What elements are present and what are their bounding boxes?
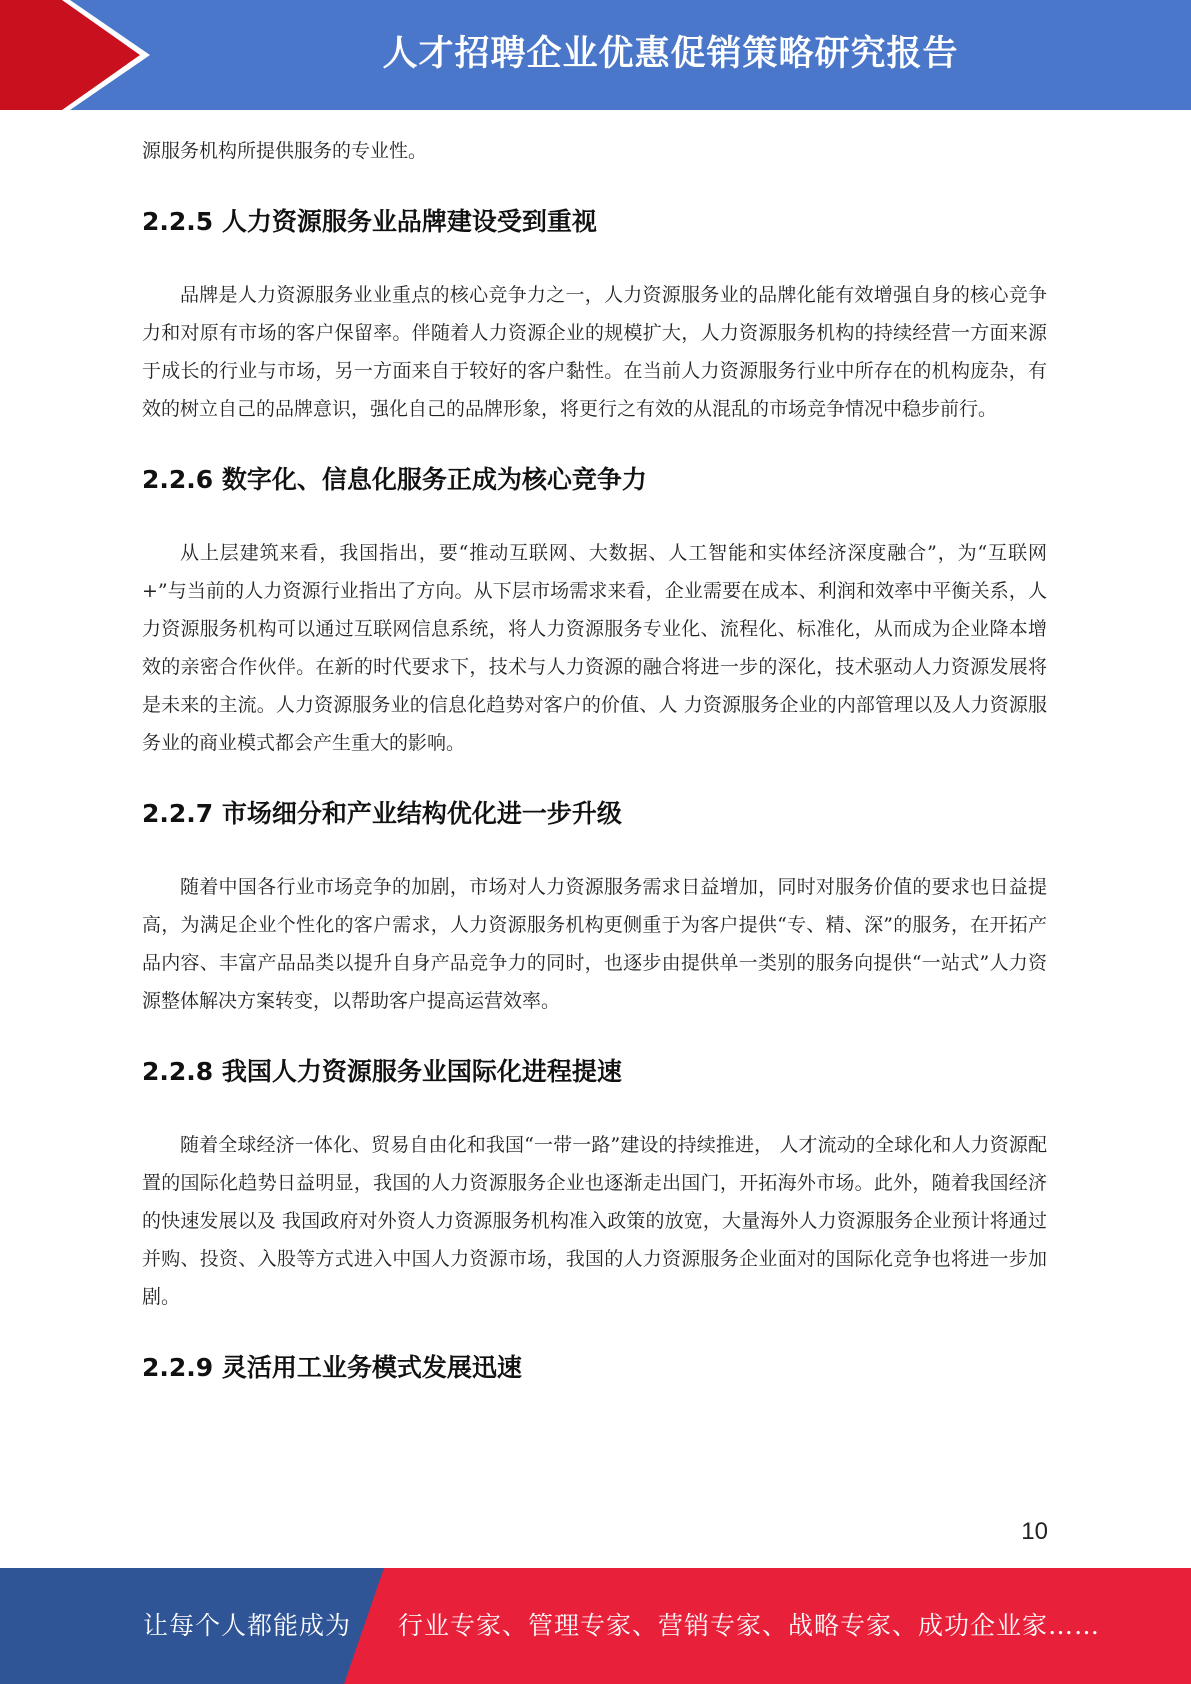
section-heading-2-2-6: 2.2.6 数字化、信息化服务正成为核心竞争力: [142, 465, 647, 494]
footer-slogan-left: 让每个人都能成为: [143, 1611, 352, 1640]
section-heading-2-2-8: 2.2.8 我国人力资源服务业国际化进程提速: [142, 1057, 622, 1086]
paragraph-2-2-8: 随着全球经济一体化、贸易自由化和我国“一带一路”建设的持续推进， 人才流动的全球化和人力资源配置的国际化趋势日益明显，我国的人力资源服务企业也逐渐走出国门，开拓海外市场。此外，随着我国经济的快速发展以及 我国政府对外资人力资源服务机构准入政策的放宽，大量海外人力资源服务企业预计将通过并购、投资、入股等方式进入中国人力资源市场，我国的人力资源服务企业面对的国际化竞争也将进一步加剧。: [142, 1134, 1047, 1308]
section-heading-2-2-5: 2.2.5 人力资源服务业品牌建设受到重视: [142, 207, 597, 236]
section-heading-2-2-9: 2.2.9 灵活用工业务模式发展迅速: [142, 1353, 522, 1382]
document-body: [142, 132, 1047, 1388]
footer-band: [0, 1568, 1191, 1684]
page-number: 10: [1021, 1518, 1048, 1545]
paragraph-intro-tail: 源服务机构所提供服务的专业性。: [142, 140, 428, 162]
report-title: 人才招聘企业优惠促销策略研究报告: [382, 34, 959, 74]
footer-slogan-right: 行业专家、管理专家、营销专家、战略专家、成功企业家……: [398, 1611, 1101, 1640]
header-arrow-graphic: [0, 0, 160, 110]
section-heading-2-2-7: 2.2.7 市场细分和产业结构优化进一步升级: [142, 799, 622, 828]
paragraph-2-2-5: 品牌是人力资源服务业业重点的核心竞争力之一，人力资源服务业的品牌化能有效增强自身的核心竞争力和对原有市场的客户保留率。伴随着人力资源企业的规模扩大，人力资源服务机构的持续经营一方面来源于成长的行业与市场，另一方面来自于较好的客户黏性。在当前人力资源服务行业中所存在的机构庞杂，有效的树立自己的品牌意识，强化自己的品牌形象，将更行之有效的从混乱的市场竞争情况中稳步前行。: [142, 284, 1047, 420]
paragraph-2-2-7: 随着中国各行业市场竞争的加剧，市场对人力资源服务需求日益增加，同时对服务价值的要求也日益提高，为满足企业个性化的客户需求，人力资源服务机构更侧重于为客户提供“专、精、深”的服务，在开拓产品内容、丰富产品品类以提升自身产品竞争力的同时，也逐步由提供单一类别的服务向提供“一站式”人力资源整体解决方案转变，以帮助客户提高运营效率。: [142, 876, 1047, 1012]
paragraph-2-2-6: 从上层建筑来看，我国指出，要“推动互联网、大数据、人工智能和实体经济深度融合”，为“互联网+”与当前的人力资源行业指出了方向。从下层市场需求来看，企业需要在成本、利润和效率中平衡关系，人力资源服务机构可以通过互联网信息系统，将人力资源服务专业化、流程化、标准化，从而成为企业降本增效的亲密合作伙伴。在新的时代要求下，技术与人力资源的融合将进一步的深化，技术驱动人力资源发展将是未来的主流。人力资源服务业的信息化趋势对客户的价值、人 力资源服务企业的内部管理以及人力资源服务业的商业模式都会产生重大的影响。: [142, 542, 1047, 754]
